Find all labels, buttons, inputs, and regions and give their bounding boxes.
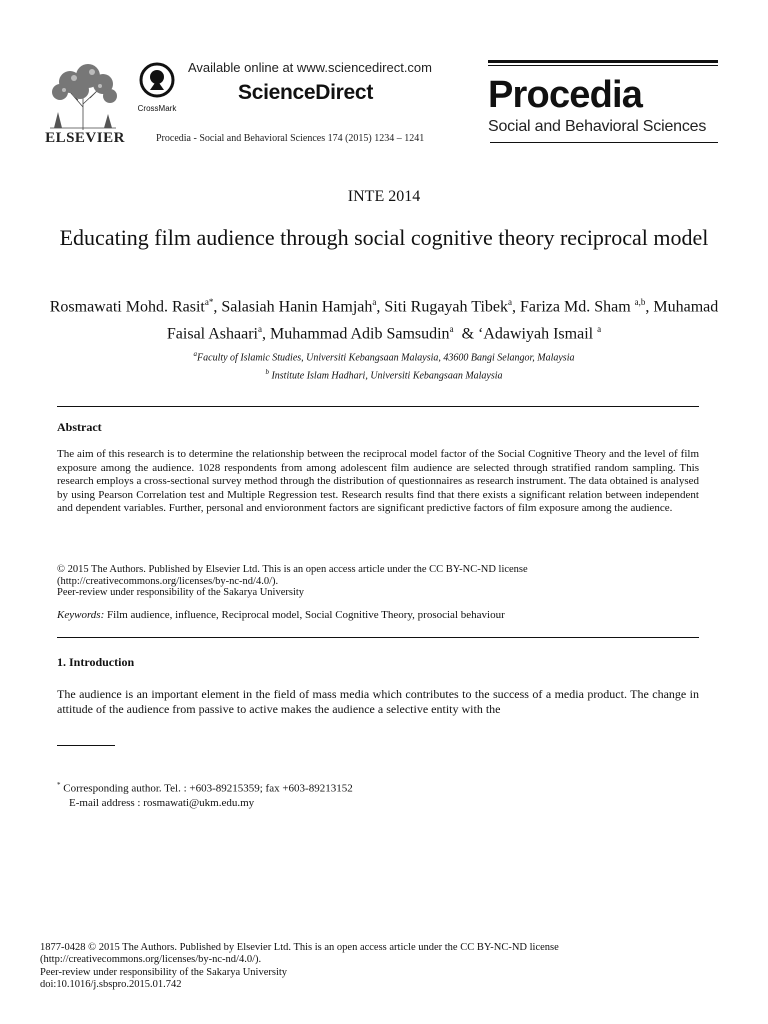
affiliations [40,347,728,384]
procedia-title: Procedia [488,74,643,116]
license-line: © 2015 The Authors. Published by Elsevier Ltd. This is an open access article under the CC BY-NC-ND license [57,564,528,575]
peer-review-line: Peer-review under responsibility of the Sakarya University [57,587,305,599]
section-rule [57,637,699,638]
abstract-heading: Abstract [57,420,102,434]
footer-peer-review: Peer-review under responsibility of the Sakarya University [40,966,288,978]
author-name: Siti Rugayah Tibek [384,298,508,316]
footnote-marker: * [57,781,61,789]
footer-license-link[interactable]: (http://creativecommons.org/licenses/by-nc-nd/4.0/). [40,954,262,966]
author-affil-sup: a [507,297,512,307]
available-online: Available online at www.sciencedirect.com [188,60,432,75]
footnote-rule [57,745,115,746]
author-affil-sup: a [258,324,262,335]
author-name: Muhammad Adib Samsudin [270,325,450,343]
author-list: Rosmawati Mohd. Rasit$^{a*}$, Salasiah Hanin Hamjah$^a$, Siti Rugayah Tibek$^a$, Fariza Md. Sham $^{a,b}$, Muhamad Faisal Ashaari$^a$, Muhammad Adib Samsudin$^a$ & ‘Adawiyah Ismail $^a$ [49,297,719,343]
author-affil-sup: a [449,324,454,335]
crossmark-badge[interactable] [132,62,182,113]
author-affil-sup: a [597,324,602,335]
affiliation-b: $^b$ Institute Islam Hadhari, Universiti Kebangsaan Malaysia [265,368,503,382]
author-name: Fariza Md. Sham [519,298,631,316]
author-affil-sup: a* [204,297,214,307]
footnote-email[interactable]: E-mail address : rosmawati@ukm.edu.my [69,796,255,809]
introduction-text: The audience is an important element in the field of mass media which contributes to the success of a media product. The change in attitude of the audience from passive to active makes the audience a selective entity with the [57,687,699,716]
section-heading-introduction: 1. Introduction [57,655,135,669]
author-name: ‘Adawiyah Ismail [478,325,594,343]
corresponding-author-footnote [57,778,353,810]
procedia-subtitle: Social and Behavioral Sciences [488,118,707,135]
sciencedirect-wordmark: ScienceDirect [238,81,374,104]
publisher-name: ELSEVIER [45,130,125,146]
crossmark-label: CrossMark [137,104,177,113]
crossmark-icon [139,62,175,98]
footnote-contact: Corresponding author. Tel. : +603-89215359; fax +603-89213152 [63,782,353,795]
page-footer [40,942,559,991]
procedia-masthead [488,60,718,136]
section-rule [57,406,699,407]
license-link[interactable]: (http://creativecommons.org/licenses/by-nc-nd/4.0/). [57,575,279,587]
conference-name: INTE 2014 [347,188,421,205]
article-title: Educating film audience through social cognitive theory reciprocal model [59,225,709,250]
author-affil-sup: a [372,297,377,307]
masthead-rule-thin [488,65,718,66]
masthead-rule [488,60,718,63]
license-notice [57,564,699,599]
affiliation-a: $^a$Faculty of Islamic Studies, Universiti Kebangsaan Malaysia, 43600 Bangi Selangor, Malaysia [193,350,575,364]
keywords-list: Film audience, influence, Reciprocal model, Social Cognitive Theory, prosocial behaviour [107,609,505,621]
author-name: Muhamad Faisal Ashaari [166,298,719,343]
author-name: Salasiah Hanin Hamjah [221,298,373,316]
footer-license: 1877-0428 © 2015 The Authors. Published by Elsevier Ltd. This is an open access article under the CC BY-NC-ND license [40,942,559,953]
footer-doi[interactable]: doi:10.1016/j.sbspro.2015.01.742 [40,978,182,990]
keywords [57,609,699,621]
tree-icon [40,62,126,132]
journal-reference: Procedia - Social and Behavioral Sciences 174 (2015) 1234 – 1241 [156,133,425,144]
author-name: Rosmawati Mohd. Rasit [49,298,205,316]
abstract-text: The aim of this research is to determine the relationship between the reciprocal model factor of the Social Cognitive Theory and the level of film exposure among the audience. 1028 respondents from among adolescent film audience are selected through stratified random sampling. This research employs a cross-sectional survey method through the distribution of questionnaires as research instrument. The data obtained is analysed by using Pearson Correlation test and Multiple Regression test. Research results find that there exists a significant relation between independent and dependent variables. Further, personal and envioronment factors are significant predictive factors of film exposure among the audience. [57,448,699,514]
keywords-label: Keywords: [57,609,105,621]
masthead-rule-bottom [490,142,718,143]
author-affil-sup: a,b [634,297,646,307]
